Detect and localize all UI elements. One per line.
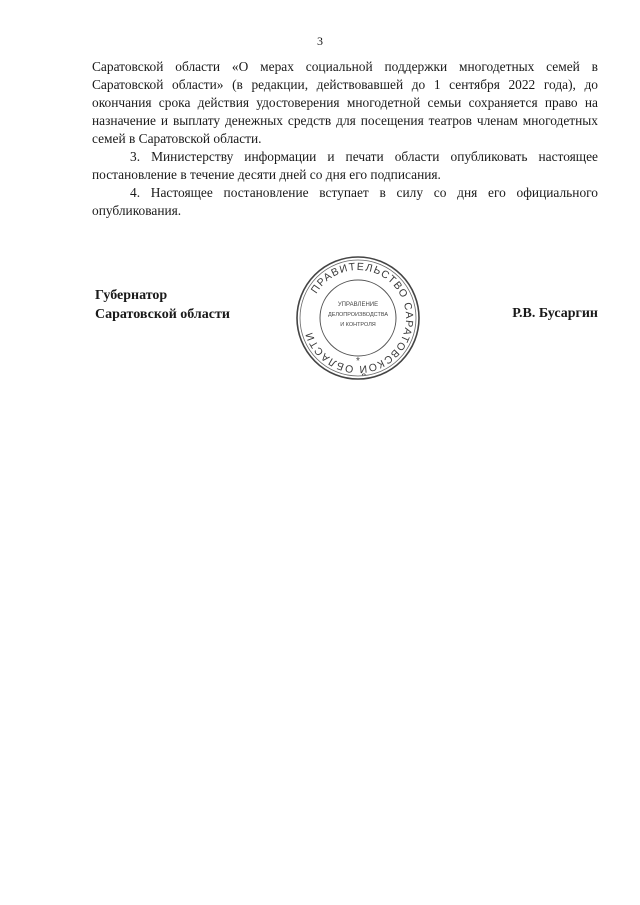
paragraph-continuation: Саратовской области «О мерах социальной поддержки многодетных семей в Саратовской области» (в редакции, действовавшей до 1 сентября 2022 года), до окончания срока действия удостоверения многодетной семьи сохраняется право на назначение и выплату денежных средств для посещения театров членам многодетных семей в Саратовской области. [92,59,598,146]
svg-text:И КОНТРОЛЯ: И КОНТРОЛЯ [340,322,376,328]
signatory-title-line-1: Губернатор [95,288,168,303]
svg-text:*: * [356,356,360,367]
document-body [92,58,598,220]
signatory-title-line-2: Саратовской области [95,307,230,322]
paragraph-item-3: 3. Министерству информации и печати области опубликовать настоящее постановление в течение десяти дней со дня его подписания. [92,149,598,182]
svg-text:УПРАВЛЕНИЕ: УПРАВЛЕНИЕ [337,302,379,308]
page-number: 3 [317,34,323,48]
signatory-name: Р.В. Бусаргин [512,306,598,321]
official-seal [294,254,422,382]
paragraph-item-4: 4. Настоящее постановление вступает в силу со дня его официального опубликования. [92,185,598,218]
signatory-title [95,286,230,324]
svg-text:ДЕЛОПРОИЗВОДСТВА: ДЕЛОПРОИЗВОДСТВА [327,312,389,318]
seal-stamp-image [294,254,422,382]
svg-text:ПРАВИТЕЛЬСТВО САРАТОВСКОЙ ОБЛА: ПРАВИТЕЛЬСТВО САРАТОВСКОЙ ОБЛАСТИ [303,260,416,376]
